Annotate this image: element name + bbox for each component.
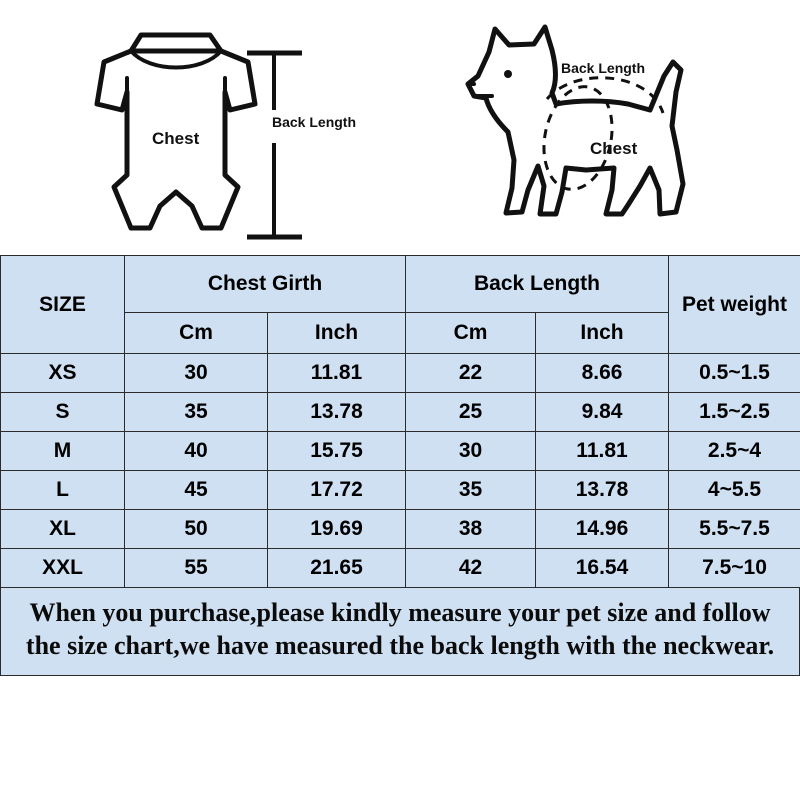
- cell-back-cm: 25: [406, 393, 536, 432]
- header-size: SIZE: [1, 256, 125, 354]
- table-row: [1, 432, 800, 471]
- table-row: [1, 354, 800, 393]
- cell-size: XS: [1, 354, 125, 393]
- cell-chest-cm: 55: [125, 549, 268, 588]
- cell-back-inch: 9.84: [536, 393, 669, 432]
- cell-back-inch: 16.54: [536, 549, 669, 588]
- diagram-area: [0, 0, 800, 255]
- cell-size: S: [1, 393, 125, 432]
- cell-size: XL: [1, 510, 125, 549]
- measurement-illustrations: [0, 0, 800, 255]
- cell-chest-inch: 21.65: [268, 549, 406, 588]
- cell-chest-cm: 50: [125, 510, 268, 549]
- size-chart-table: [0, 255, 800, 588]
- cell-weight-kg: 4~5.5: [669, 471, 800, 510]
- cell-weight-kg: 5.5~7.5: [669, 510, 800, 549]
- dog-chest-label: Chest: [590, 139, 638, 158]
- cell-size: M: [1, 432, 125, 471]
- cell-chest-cm: 40: [125, 432, 268, 471]
- cell-back-cm: 42: [406, 549, 536, 588]
- cell-chest-inch: 19.69: [268, 510, 406, 549]
- header-pet-weight: Pet weight: [669, 256, 800, 354]
- cell-chest-inch: 17.72: [268, 471, 406, 510]
- cell-chest-cm: 30: [125, 354, 268, 393]
- header-back-inch: Inch: [536, 313, 669, 354]
- table-row: [1, 471, 800, 510]
- cell-back-cm: 38: [406, 510, 536, 549]
- table-header-main: [1, 256, 800, 313]
- cell-back-inch: 11.81: [536, 432, 669, 471]
- cell-chest-inch: 13.78: [268, 393, 406, 432]
- cell-back-cm: 35: [406, 471, 536, 510]
- cell-back-cm: 30: [406, 432, 536, 471]
- header-chest-inch: Inch: [268, 313, 406, 354]
- cell-back-inch: 13.78: [536, 471, 669, 510]
- table-row: [1, 510, 800, 549]
- header-chest-girth: Chest Girth: [125, 256, 406, 313]
- cell-weight-kg: 2.5~4: [669, 432, 800, 471]
- purchase-note: When you purchase,please kindly measure your pet size and follow the size chart,we have measured the back length with the neckwear.: [0, 588, 800, 676]
- dog-back-length-label: Back Length: [561, 60, 646, 76]
- header-back-cm: Cm: [406, 313, 536, 354]
- garment-back-length-label: Back Length: [272, 114, 357, 130]
- back-length-measure-garment: [247, 53, 302, 237]
- dog-diagram: [468, 27, 683, 214]
- cell-chest-cm: 45: [125, 471, 268, 510]
- table-row: [1, 549, 800, 588]
- cell-chest-inch: 15.75: [268, 432, 406, 471]
- cell-size: L: [1, 471, 125, 510]
- header-back-length: Back Length: [406, 256, 669, 313]
- header-chest-cm: Cm: [125, 313, 268, 354]
- cell-chest-cm: 35: [125, 393, 268, 432]
- cell-back-cm: 22: [406, 354, 536, 393]
- cell-back-inch: 14.96: [536, 510, 669, 549]
- cell-size: XXL: [1, 549, 125, 588]
- cell-weight-kg: 7.5~10: [669, 549, 800, 588]
- cell-weight-kg: 0.5~1.5: [669, 354, 800, 393]
- cell-weight-kg: 1.5~2.5: [669, 393, 800, 432]
- garment-chest-label: Chest: [152, 129, 200, 148]
- cell-back-inch: 8.66: [536, 354, 669, 393]
- table-row: [1, 393, 800, 432]
- cell-chest-inch: 11.81: [268, 354, 406, 393]
